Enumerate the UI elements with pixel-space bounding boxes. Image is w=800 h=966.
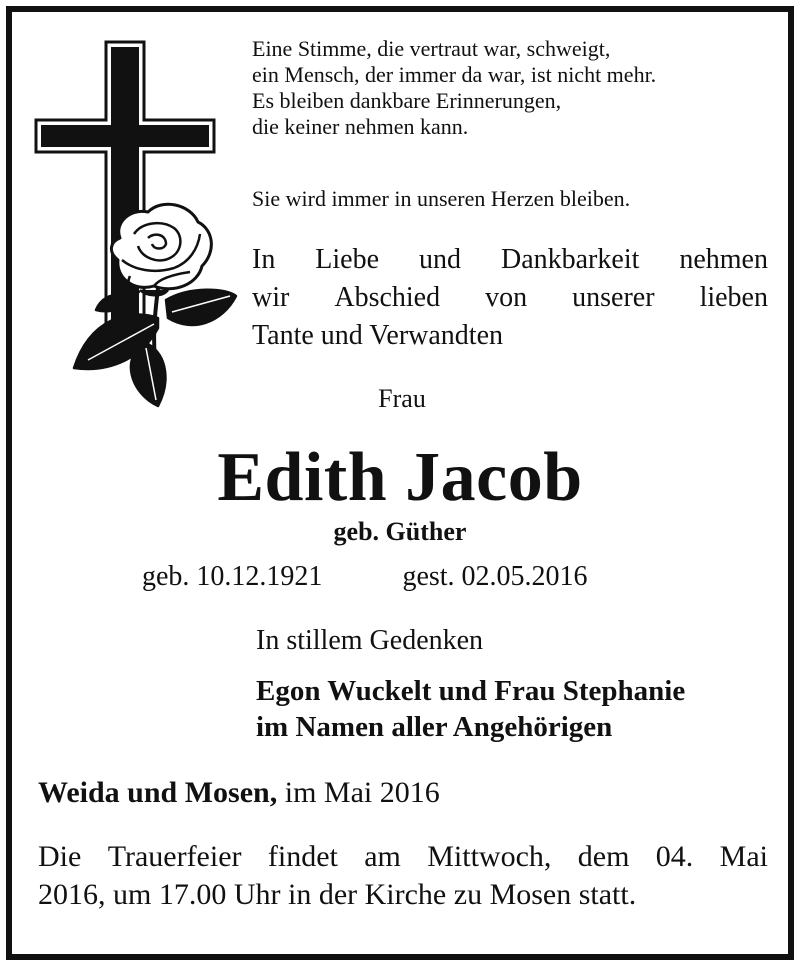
intro-word: Abschied <box>334 282 441 313</box>
funeral-word: findet <box>267 840 338 873</box>
mourning-heading: In stillem Gedenken <box>256 625 484 656</box>
birth-name: geb. Güther <box>333 517 467 546</box>
mourners-line-1: Egon Wuckelt und Frau Stephanie <box>256 675 686 707</box>
intro-word: unserer <box>572 282 655 313</box>
mourners-line-2: im Namen aller Angehörigen <box>256 711 613 743</box>
intro-line-2 <box>252 279 768 317</box>
intro-text <box>252 241 768 355</box>
funeral-line-1 <box>38 838 768 876</box>
intro-word: Liebe <box>315 244 380 275</box>
intro-word: von <box>485 282 528 313</box>
intro-word: lieben <box>699 282 768 313</box>
death-date: gest. 02.05.2016 <box>402 561 588 592</box>
mourners-signature <box>256 673 685 745</box>
place-date <box>38 776 440 810</box>
intro-word: nehmen <box>679 244 768 275</box>
poem-closing: Sie wird immer in unseren Herzen bleiben. <box>252 186 631 211</box>
funeral-word: Mai <box>719 840 768 873</box>
funeral-line-2: 2016, um 17.00 Uhr in der Kirche zu Mosen statt. <box>38 878 637 911</box>
rose-icon <box>74 204 236 406</box>
funeral-word: Die <box>38 840 82 873</box>
deceased-name: Edith Jacob <box>217 439 583 516</box>
funeral-word: dem <box>577 840 630 873</box>
funeral-word: 04. <box>655 840 694 873</box>
funeral-word: Mittwoch, <box>427 840 552 873</box>
funeral-word: am <box>364 840 401 873</box>
place-name: Weida und Mosen, <box>38 776 278 809</box>
intro-line-3: Tante und Verwandten <box>252 320 504 351</box>
intro-line-1 <box>252 241 768 279</box>
intro-word: In <box>252 244 276 275</box>
funeral-notice <box>38 838 768 914</box>
intro-word: Dankbarkeit <box>500 244 640 275</box>
salutation <box>0 384 800 414</box>
poem <box>252 36 656 140</box>
poem-line: ein Mensch, der immer da war, ist nicht mehr. <box>252 62 657 87</box>
poem-line: Es bleiben dankbare Erinnerungen, <box>252 88 562 113</box>
date-text: im Mai 2016 <box>284 776 440 809</box>
cross-rose-emblem <box>30 38 242 413</box>
poem-line: Eine Stimme, die vertraut war, schweigt, <box>252 36 611 61</box>
birth-date: geb. 10.12.1921 <box>142 561 323 592</box>
intro-word: und <box>419 244 462 275</box>
funeral-word: Trauerfeier <box>107 840 242 873</box>
salutation-text: Frau <box>378 384 426 413</box>
intro-word: wir <box>252 282 290 313</box>
life-dates <box>142 561 588 593</box>
poem-line: die keiner nehmen kann. <box>252 114 469 139</box>
